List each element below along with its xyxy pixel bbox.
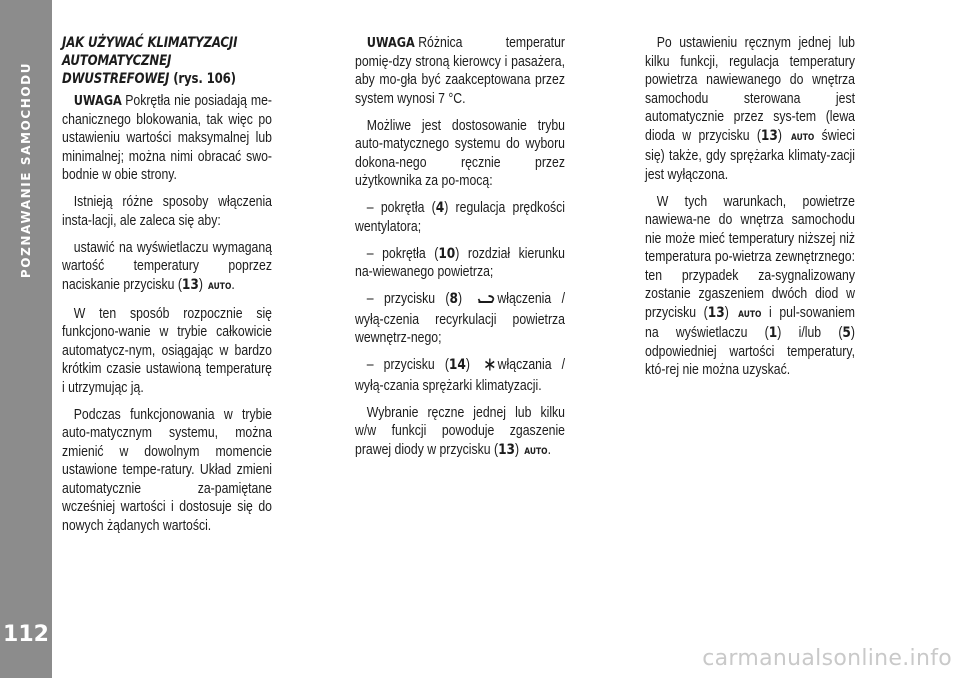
list-item: – pokrętła (10) rozdział kierunku na-wiewanego powietrza; (355, 245, 565, 280)
button-ref: 1 (768, 325, 778, 341)
auto-label: AUTO (738, 309, 762, 320)
auto-label: AUTO (790, 132, 815, 143)
snowflake-icon (472, 358, 495, 377)
note-label: UWAGA (366, 35, 415, 51)
button-ref: 10 (438, 245, 456, 262)
heading-figure-ref: (rys. 106) (173, 71, 236, 87)
instruction-paragraph: ustawić na wyświetlaczu wymaganą wartość temperatury poprzez naciskanie przycisku (13) AUTO. (62, 239, 272, 293)
list-item: – przycisku (8) włączenia / wyłą-czenia recyrkulacji powietrza wewnętrz-nego; (355, 291, 565, 346)
paragraph: Wybranie ręczne jednej lub kilku w/w funkcji powoduje zgaszenie prawej diody w przycisku (13) AUTO. (355, 404, 565, 458)
button-ref: 14 (448, 357, 466, 373)
section-heading (62, 34, 272, 88)
button-ref: 5 (842, 325, 851, 341)
column-2 (355, 34, 565, 470)
paragraph: Podczas funkcjonowania w trybie auto-matycznym systemu, można zmienić w dowolnym momencie ustawione tempe-ratury. Układ zmieni automatycznie za-pamiętane wcześniej wartości i dostosuje się do nowych żądanych wartości. (62, 406, 272, 534)
paragraph: Istnieją różne sposoby włączenia insta-lacji, ale zaleca się aby: (62, 194, 272, 229)
button-ref: 4 (435, 200, 445, 216)
list-item: – przycisku (14) włączania / wyłą-czania sprężarki klimatyzacji. (355, 357, 565, 394)
button-ref: 13 (181, 276, 199, 293)
button-ref: 13 (760, 127, 778, 144)
note-paragraph (355, 34, 565, 108)
paragraph: W ten sposób rozpocznie się funkcjono-wanie w trybie całkowicie automatycz-nym, osiągając w bardzo krótkim czasie ustawioną temperaturę i utrzymując ją. (62, 305, 272, 396)
section-label: POZNAWANIE SAMOCHODU (19, 61, 33, 279)
paragraph: W tych warunkach, powietrze nawiewa-ne do wnętrza samochodu nie może mieć temperatury niższej niż temperatura po-wietrza zewnętrznego: ten przypadek za-sygnalizowany zostanie zgaszeniem dwóch diod w przycisku (13) AUTO i pul-sowaniem na wyświetlaczu (1) i/lub (5) odpowiedniej wartości temperatury, któ-rej nie można uzyskać. (645, 193, 855, 378)
note-label: UWAGA (73, 93, 122, 109)
paragraph: Możliwe jest dostosowanie trybu auto-matycznego systemu do wyboru dokona-nego ręcznie przez użytkownika za po-mocą: (355, 117, 565, 189)
column-3 (645, 34, 855, 388)
note-paragraph (62, 92, 272, 185)
button-ref: 13 (707, 304, 725, 321)
button-ref: 8 (449, 291, 459, 307)
auto-label: AUTO (524, 446, 548, 457)
watermark: carmanualsonline.info (702, 646, 952, 671)
recirculation-icon (465, 292, 495, 311)
paragraph: Po ustawieniu ręcznym jednej lub kilku funkcji, regulacja temperatury powietrza nawiewanego do wnętrza samochodu sterowana jest automatycznie przez sys-tem (lewa dioda w przycisku (13) AUTO świeci się) także, gdy sprężarka klimaty-zacji jest wyłączona. (645, 35, 856, 183)
note-text: Pokrętła nie posiadają me-chanicznego blokowania, tak więc po ustawieniu wartości maksymalnej lub minimalnej; można nimi obracać swo-bodnie w obie strony. (62, 93, 272, 183)
button-ref: 13 (498, 441, 516, 458)
side-bar (0, 0, 52, 678)
heading-title: JAK UŻYWAĆ KLIMATYZACJI AUTOMATYCZNEJ DWUSTREFOWEJ (62, 35, 238, 87)
list-item: – pokrętła (4) regulacja prędkości wentylatora; (355, 200, 565, 235)
auto-label: AUTO (208, 281, 232, 292)
page-number: 112 (3, 622, 49, 647)
column-1 (62, 34, 272, 544)
note-text: Różnica temperatur pomię-dzy stroną kierowcy i pasażera, aby mo-gła być zaakceptowana przez system wynosi 7 °C. (355, 35, 565, 107)
